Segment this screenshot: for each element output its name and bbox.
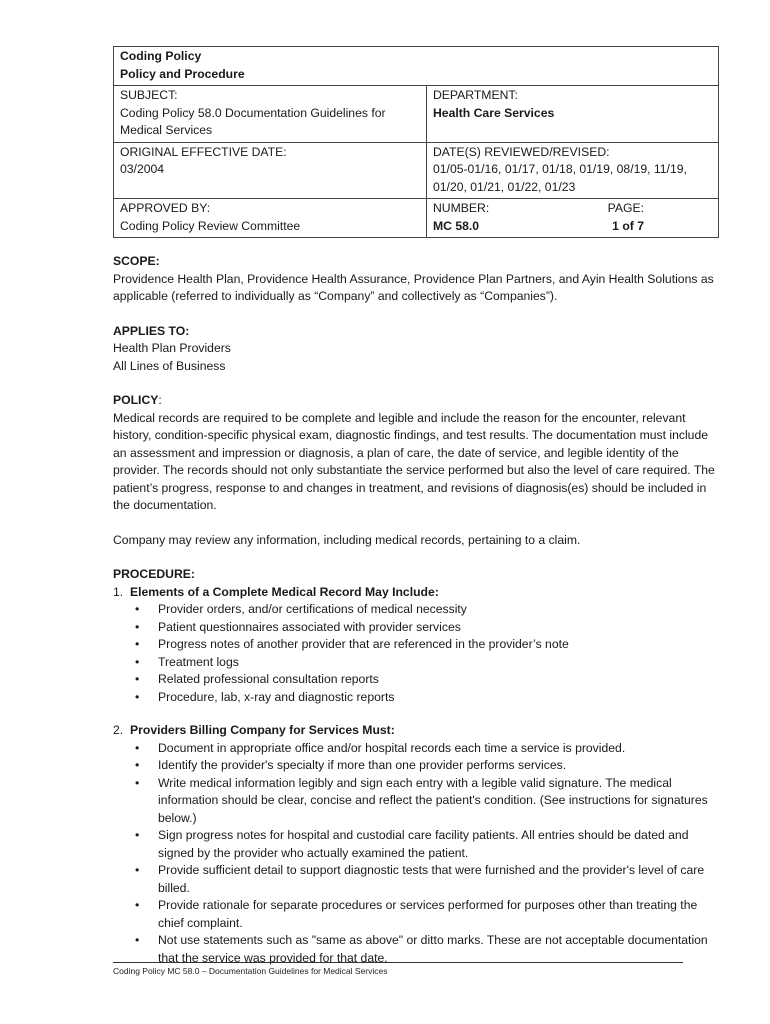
list-item: • Document in appropriate office and/or hospital records each time a service is provided. [113,740,718,758]
list-item: • Identify the provider's specialty if more than one provider performs services. [113,757,718,775]
procedure-section-2-title: 2. Providers Billing Company for Services Must: [113,723,395,737]
policy-heading: POLICY: [113,393,162,407]
effective-date-cell [114,142,427,199]
list-item: • Write medical information legibly and sign each entry with a legible valid signature. The medical information should be clear, concise and reflect the patient's condition. (See instructions for signatures below.) [113,775,718,828]
department-cell [427,86,719,143]
page-label: PAGE: [607,201,644,215]
scope-heading: SCOPE: [113,254,160,268]
department-value: Health Care Services [433,105,555,120]
reviewed-date-value: 01/05-01/16, 01/17, 01/18, 01/19, 08/19, 11/19, 01/20, 01/21, 01/22, 01/23 [433,162,687,194]
subject-cell [114,86,427,143]
reviewed-date-cell [427,142,719,199]
section-1-list [113,601,718,706]
list-item: • Progress notes of another provider that are referenced in the provider’s note [113,636,718,654]
list-item: • Sign progress notes for hospital and custodial care facility patients. All entries should be dated and signed by the provider who actually examined the patient. [113,827,718,862]
approved-by-value: Coding Policy Review Committee [120,218,301,233]
department-label: DEPARTMENT: [433,88,518,102]
list-item: • Treatment logs [113,654,718,672]
section-2-list [113,740,718,968]
effective-date-value: 03/2004 [120,162,165,176]
number-value: MC 58.0 [433,218,480,233]
page-value: 1 of 7 [612,218,644,233]
header-line1: Coding Policy [120,49,202,63]
procedure-section-1-title: 1. Elements of a Complete Medical Record May Include: [113,584,439,599]
number-label: NUMBER: [433,201,490,215]
approved-by-cell [114,199,427,238]
applies-heading: APPLIES TO: [113,323,190,338]
list-item: • Procedure, lab, x-ray and diagnostic reports [113,689,718,707]
approved-by-label: APPROVED BY: [120,201,211,215]
applies-line1: Health Plan Providers [113,341,231,355]
list-item: • Provide rationale for separate procedures or services performed for purposes other than treating the chief complaint. [113,897,718,932]
list-item: • Provider orders, and/or certifications of medical necessity [113,601,718,619]
document-page [113,46,718,967]
policy-header-table [113,46,719,238]
list-item: • Patient questionnaires associated with provider services [113,619,718,637]
subject-label: SUBJECT: [120,88,178,102]
procedure-heading: PROCEDURE: [113,567,195,581]
applies-line2: All Lines of Business [113,358,226,373]
page-footer: Coding Policy MC 58.0 – Documentation Guidelines for Medical Services [113,962,683,976]
number-page-cell [427,199,719,238]
reviewed-date-label: DATE(S) REVIEWED/REVISED: [433,144,610,159]
list-item: • Provide sufficient detail to support diagnostic tests that were furnished and the provider's level of care billed. [113,862,718,897]
list-item: • Related professional consultation reports [113,671,718,689]
list-item: • Not use statements such as "same as above" or ditto marks. These are not acceptable documentation that the service was provided for that date. [113,932,718,967]
policy-paragraph-2: Company may review any information, including medical records, pertaining to a claim. [113,532,581,547]
header-line2: Policy and Procedure [120,66,245,81]
subject-value: Coding Policy 58.0 Documentation Guidelines for Medical Services [120,105,386,137]
policy-paragraph-1: Medical records are required to be complete and legible and include the reason for the encounter, relevant history, condition-specific physical exam, diagnostic findings, and test results. The documentation must include an assessment and impression or diagnosis, a plan of care, the date of service, and legible identity of the provider. The records should not only substantiate the service performed but also the level of care required. The patient’s progress, response to and changes in treatment, and revisions of diagnosis(es) should be included in the documentation. [113,410,715,512]
scope-text: Providence Health Plan, Providence Health Assurance, Providence Plan Partners, and Ayin Health Solutions as applicable (referred to individually as “Company” and collectively as “Companies”). [113,271,714,303]
header-title-cell [114,47,719,86]
effective-date-label: ORIGINAL EFFECTIVE DATE: [120,144,287,159]
